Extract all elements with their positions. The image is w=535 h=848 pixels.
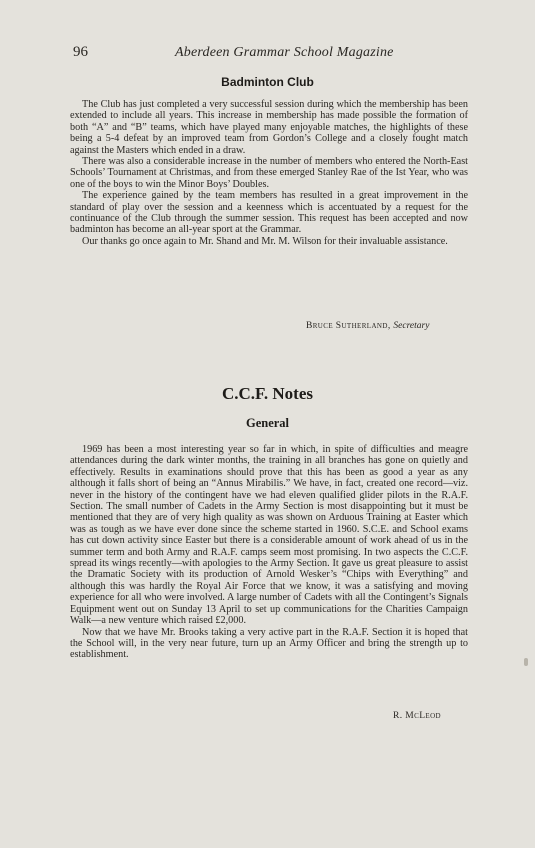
ccf-article [70,444,468,661]
journal-title: Aberdeen Grammar School Magazine [175,45,394,60]
signature-role: Secretary [393,321,430,331]
badminton-paragraph: There was also a considerable increase in the number of members who entered the North-East Schools’ Tournament at Christmas, and from these emerged Stanley Rae of the Ist Year, who was one of the boys to win the Minor Boys’ Doubles. [70,156,468,190]
badminton-paragraph: The Club has just completed a very successful session during which the membership has been extended to include all years. This increase in membership has made possible the formation of both “A” and “B” teams, which have played many enjoyable matches, the highlights of these being a 5-4 defeat by an improved team from Gordon’s College and a closely fought match against the Masters which ended in a draw. [70,99,468,156]
badminton-paragraph: The experience gained by the team members has resulted in a great improvement in the standard of play over the session and a keenness which is accentuated by a request for the continuance of the Club through the summer session. This request has been accepted and now badminton has become an all-year sport at the Grammar. [70,190,468,236]
badminton-signature [306,321,429,331]
margin-mark [524,658,528,666]
page-number: 96 [73,44,88,60]
ccf-paragraph: Now that we have Mr. Brooks taking a very active part in the R.A.F. Section it is hoped that the School will, in the very near future, turn up an Army Officer and bring the strength up to establishment. [70,626,468,661]
ccf-title: C.C.F. Notes [222,384,313,403]
ccf-subtitle: General [245,416,290,430]
page-header [73,44,483,64]
ccf-paragraph: 1969 has been a most interesting year so far in which, in spite of difficulties and meagre attendances during the dark winter months, the training in all branches has gone on quietly and effectively. Results in examinations should prove that this has been as good a year as any although it falls short of being an “Annus Mirabilis.” We have, in fact, created one record—viz. never in the history of the contingent have we had eleven qualified glider pilots in the R.A.F. Section. The small number of Cadets in the Army Section is most disappointing but it must be mentioned that they are of very high quality as was shown on Arduous Training at Easter which was as tough as we have ever done since the scheme started in 1960. S.C.E. and School exams has cut down activity since Easter but there is a considerable amount of work ahead of us in the summer term and both Army and R.A.F. camps seem most promising. In two aspects the C.C.F. spread its wings recently—with apologies to the Army Section. It gave us great pleasure to assist the Dramatic Society with its production of Arnold Wesker’s “Chips with Everything” and although this was hardly the Royal Air Force that we know, it was a satisfying and moving experience for all who were involved. A large number of Cadets with all the Contingent’s Signals Equipment went out on Sunday 13 April to set up communications for the Charities Campaign Walk—a new venture which raised £2,000. [70,444,468,627]
ccf-signature: R. McLeod [393,711,441,721]
signature-name: Bruce Sutherland, [306,321,391,331]
badminton-article [70,99,468,247]
badminton-paragraph: Our thanks go once again to Mr. Shand and Mr. M. Wilson for their invaluable assistance. [82,235,448,247]
badminton-title: Badminton Club [221,75,314,89]
